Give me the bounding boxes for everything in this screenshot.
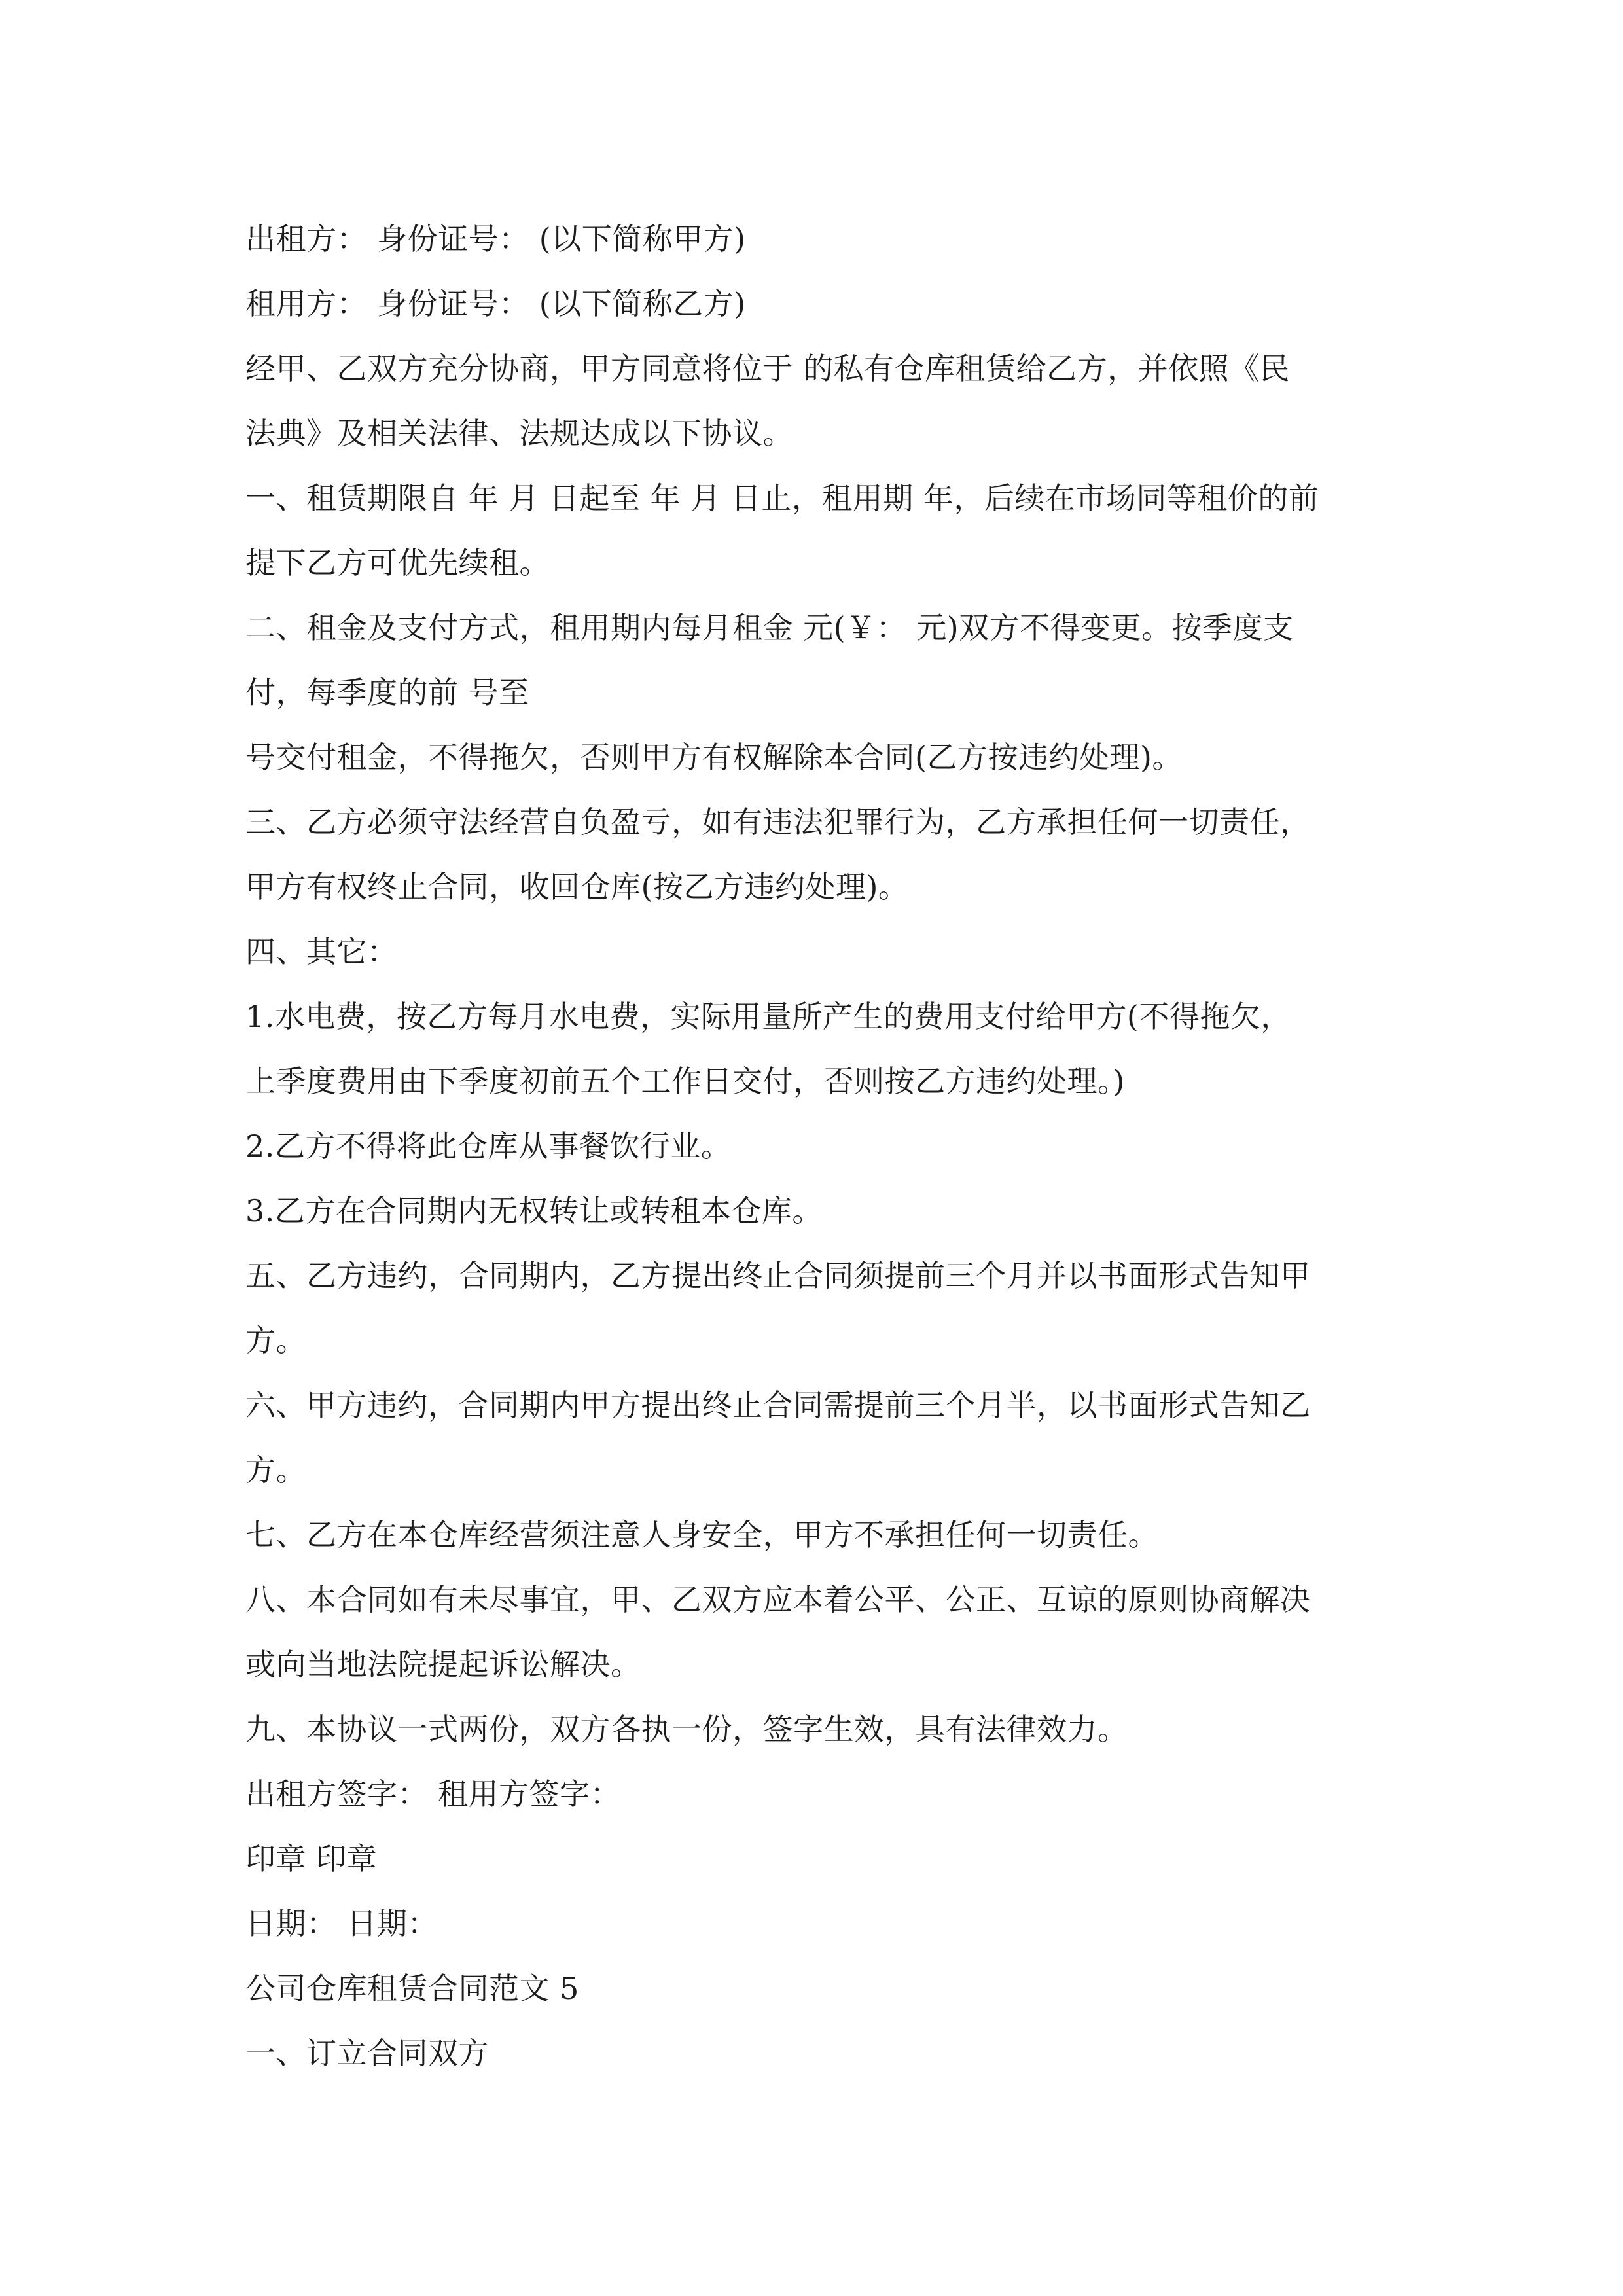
clause-3-line-2: 甲方有权终止合同，收回仓库(按乙方违约处理)。 bbox=[245, 869, 909, 905]
document-body bbox=[245, 207, 1397, 2086]
clause-2-line-2: 付，每季度的前 号至 bbox=[245, 675, 529, 710]
clause-8-line-1: 八、本合同如有未尽事宜，甲、乙双方应本着公平、公正、互谅的原则协商解决 bbox=[245, 1582, 1311, 1617]
clause-7: 七、乙方在本仓库经营须注意人身安全，甲方不承担任何一切责任。 bbox=[245, 1517, 1158, 1552]
clause-3-line-1: 三、乙方必须守法经营自负盈亏，如有违法犯罪行为，乙方承担任何一切责任， bbox=[245, 804, 1311, 840]
clause-1-line-1: 一、租赁期限自 年 月 日起至 年 月 日止，租用期 年，后续在市场同等租价的前 bbox=[245, 480, 1319, 516]
seal-line: 印章 印章 bbox=[245, 1841, 378, 1876]
clause-9: 九、本协议一式两份，双方各执一份，签字生效，具有法律效力。 bbox=[245, 1712, 1128, 1747]
clause-4-item-1-line-1: 1.水电费，按乙方每月水电费，实际用量所产生的费用支付给甲方(不得拖欠， bbox=[245, 999, 1291, 1034]
signature-line: 出租方签字： 租用方签字： bbox=[245, 1776, 621, 1812]
clause-6-line-2: 方。 bbox=[245, 1452, 306, 1488]
clause-6-line-1: 六、甲方违约，合同期内甲方提出终止合同需提前三个月半，以书面形式告知乙 bbox=[245, 1388, 1311, 1423]
section-title: 公司仓库租赁合同范文 5 bbox=[245, 1971, 579, 2006]
clause-5-line-2: 方。 bbox=[245, 1323, 306, 1358]
clause-2-line-3: 号交付租金，不得拖欠，否则甲方有权解除本合同(乙方按违约处理)。 bbox=[245, 740, 1183, 775]
clause-4-item-1-line-2: 上季度费用由下季度初前五个工作日交付，否则按乙方违约处理。) bbox=[245, 1064, 1125, 1099]
preamble-line-2: 法典》及相关法律、法规达成以下协议。 bbox=[245, 416, 793, 451]
lessor-line: 出租方： 身份证号： (以下简称甲方) bbox=[245, 221, 746, 257]
clause-5-line-1: 五、乙方违约，合同期内，乙方提出终止合同须提前三个月并以书面形式告知甲 bbox=[245, 1258, 1311, 1293]
clause-4-heading: 四、其它： bbox=[245, 934, 398, 969]
clause-4-item-3: 3.乙方在合同期内无权转让或转租本仓库。 bbox=[245, 1193, 823, 1229]
date-line: 日期： 日期： bbox=[245, 1906, 438, 1941]
clause-8-line-2: 或向当地法院提起诉讼解决。 bbox=[245, 1647, 641, 1682]
lessee-line: 租用方： 身份证号： (以下简称乙方) bbox=[245, 286, 746, 321]
clause-1-line-2: 提下乙方可优先续租。 bbox=[245, 545, 550, 581]
section-1-heading: 一、订立合同双方 bbox=[245, 2036, 489, 2071]
preamble-line-1: 经甲、乙双方充分协商，甲方同意将位于 的私有仓库租赁给乙方，并依照《民 bbox=[245, 351, 1291, 386]
clause-4-item-2: 2.乙方不得将此仓库从事餐饮行业。 bbox=[245, 1128, 732, 1164]
clause-2-line-1: 二、租金及支付方式，租用期内每月租金 元(￥： 元)双方不得变更。按季度支 bbox=[245, 610, 1294, 645]
